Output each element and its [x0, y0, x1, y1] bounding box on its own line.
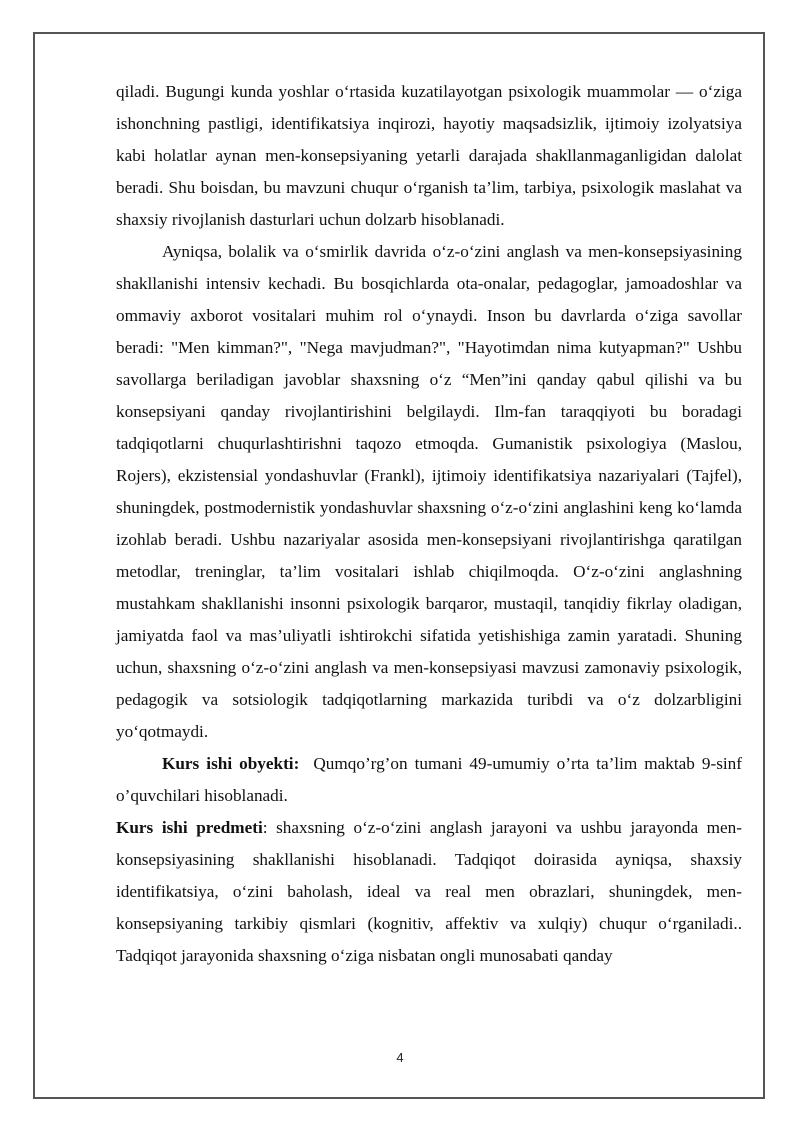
- course-object-label: Kurs ishi obyekti:: [162, 754, 300, 773]
- course-subject-text: : shaxsning o‘z-o‘zini anglash jarayoni va ushbu jarayonda men-konsepsiyasining shakllanishi hisoblanadi. Tadqiqot doirasida ayniqsa, shaxsiy identifikatsiya, o‘zini baholash, ideal va real men obrazlari, shuningdek, men-konsepsiyaning tarkibiy qismlari (kognitiv, affektiv va xulqiy) chuqur o‘rganiladi.. Tadqiqot jarayonida shaxsning o‘ziga nisbatan ongli munosabati qanday: [116, 818, 742, 965]
- paragraph-intro: qiladi. Bugungi kunda yoshlar o‘rtasida kuzatilayotgan psixologik muammolar — o‘ziga ishonchning pastligi, identifikatsiya inqirozi, hayotiy maqsadsizlik, ijtimoiy izolyatsiya kabi holatlar aynan men-konsepsiyaning yetarli darajada shakllanmaganligidan dalolat beradi. Shu boisdan, bu mavzuni chuqur o‘rganish ta’lim, tarbiya, psixologik maslahat va shaxsiy rivojlanish dasturlari uchun dolzarb hisoblanadi.: [116, 82, 742, 229]
- course-object-paragraph: [116, 748, 742, 812]
- course-subject-paragraph: [116, 812, 742, 972]
- page-number: 4: [396, 1050, 404, 1065]
- course-object-text: Qumqo’rg’on tumani 49-umumiy o’rta ta’lim maktab 9-sinf o’quvchilari hisoblanadi.: [116, 754, 742, 805]
- course-subject-label: Kurs ishi predmeti: [116, 818, 263, 837]
- paragraph-main: Ayniqsa, bolalik va o‘smirlik davrida o‘z-o‘zini anglash va men-konsepsiyasining shakllanishi intensiv kechadi. Bu bosqichlarda ota-onalar, pedagoglar, jamoadoshlar va ommaviy axborot vositalari muhim rol o‘ynaydi. Inson bu davrlarda o‘ziga savollar beradi: "Men kimman?", "Nega mavjudman?", "Hayotimdan nima kutyapman?" Ushbu savollarga beriladigan javoblar shaxsning o‘z “Men”ini qanday qabul qilishi va bu konsepsiyani qanday rivojlantirishini belgilaydi. Ilm-fan taraqqiyoti bu boradagi tadqiqotlarni chuqurlashtirishni taqozo etmoqda. Gumanistik psixologiya (Maslou, Rojers), ekzistensial yondashuvlar (Frankl), ijtimoiy identifikatsiya nazariyalari (Tajfel), shuningdek, postmodernistik yondashuvlar shaxsning o‘z-o‘zini anglashini keng ko‘lamda izohlab beradi. Ushbu nazariyalar asosida men-konsepsiyani rivojlantirishga qaratilgan metodlar, treninglar, ta’lim vositalari ishlab chiqilmoqda. O‘z-o‘zini anglashning mustahkam shakllanishi insonni psixologik barqaror, mustaqil, tanqidiy fikrlay oladigan, jamiyatda faol va mas’uliyatli ishtirokchi sifatida yetishishiga zamin yaratadi. Shuning uchun, shaxsning o‘z-o‘zini anglash va men-konsepsiyasi mavzusi zamonaviy psixologik, pedagogik va sotsiologik tadqiqotlarning markazida turibdi va o‘z dolzarbligini yo‘qotmaydi.: [116, 242, 742, 741]
- page-body: [116, 76, 742, 972]
